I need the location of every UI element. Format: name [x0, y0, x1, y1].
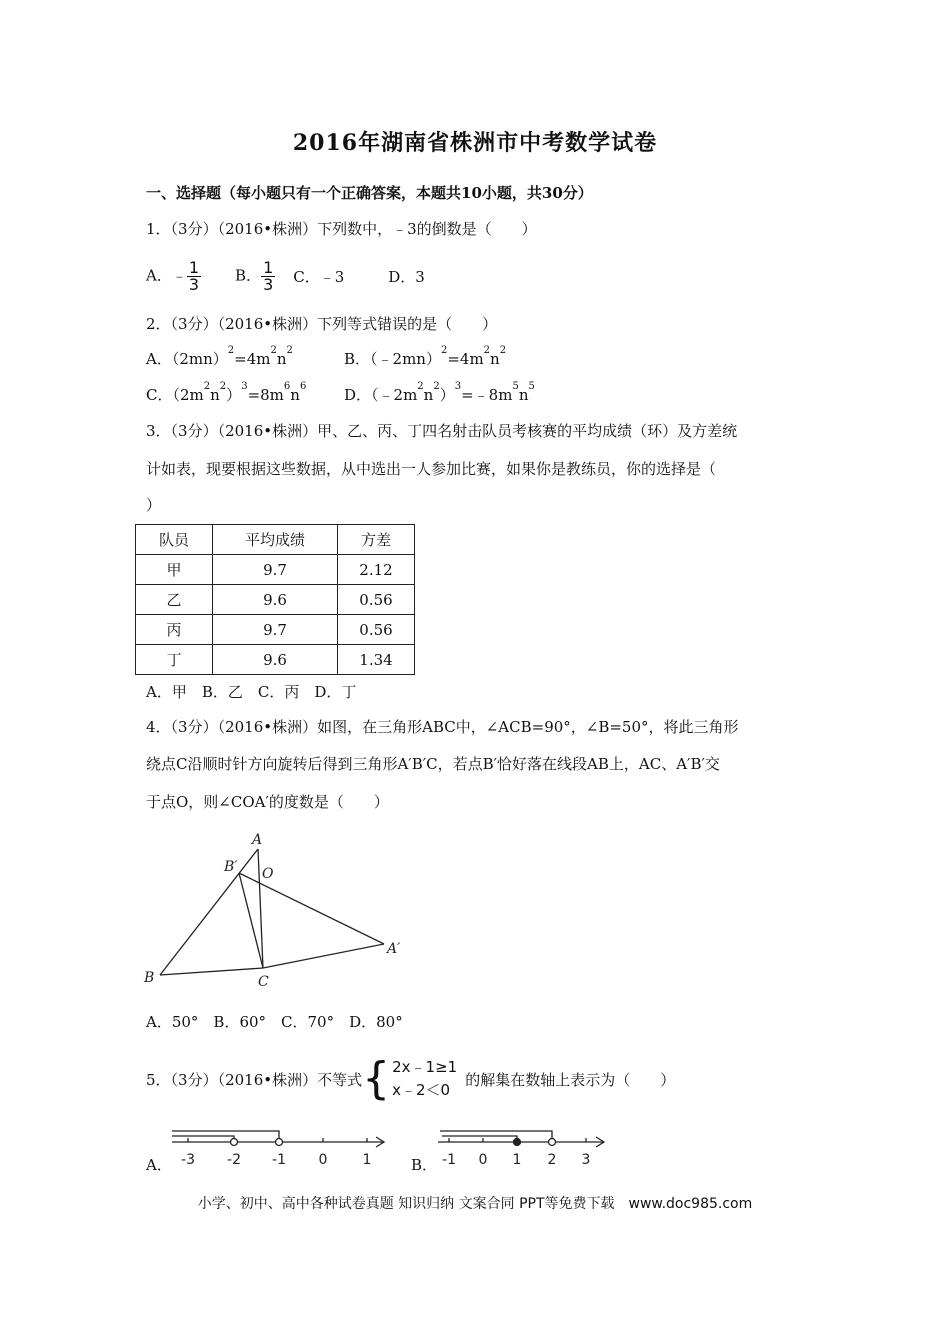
open-point [276, 1139, 283, 1146]
table-cell: 9.7 [213, 555, 338, 585]
q2-a-t2: =4m [234, 350, 271, 368]
table-cell: 2.12 [338, 555, 415, 585]
q1-option-d: D．3 [388, 267, 425, 286]
table-row [136, 555, 415, 585]
tick-label: -3 [181, 1152, 195, 1168]
q2-option-a [146, 345, 293, 369]
q4-line-3: 于点O，则∠COA′的度数是（ ） [146, 793, 389, 811]
q2-d-s4: 5 [512, 381, 519, 392]
q5-stem-suffix: 的解集在数轴上表示为（ ） [465, 1070, 676, 1089]
line-b-c [160, 968, 263, 975]
q1-option-a [146, 257, 201, 294]
table-header-cell: 队员 [136, 525, 213, 555]
q2-d-t2: n [423, 386, 434, 404]
solution-bracket-lower [172, 1136, 234, 1142]
q1-b-den: 3 [263, 274, 274, 294]
q2-d-s2: 2 [433, 381, 440, 392]
table-header-cell: 平均成绩 [213, 525, 338, 555]
q2-b-t3: n [490, 350, 500, 368]
q2-option-b [344, 345, 507, 369]
q2-option-c [146, 381, 307, 405]
q2-d-s5: 5 [528, 381, 535, 392]
table-cell: 9.6 [213, 645, 338, 675]
q2-d-t4: =﹣8m [461, 386, 513, 404]
q2-c-t1: C．（2m [146, 386, 204, 404]
table-cell: 丙 [136, 615, 213, 645]
q1-stem: 1．（3分）（2016•株洲）下列数中，﹣3的倒数是（ ） [146, 220, 537, 238]
table-header-row [136, 525, 415, 555]
stats-table [135, 524, 415, 675]
open-point [549, 1139, 556, 1146]
line-c-aprime [263, 944, 384, 968]
q2-b-t2: =4m [447, 350, 484, 368]
q5-option-a-label: A． [146, 1156, 172, 1174]
q2-stem: 2．（3分）（2016•株洲）下列等式错误的是（ ） [146, 315, 498, 333]
q2-d-s3: 3 [454, 381, 462, 392]
table-header-cell: 方差 [338, 525, 415, 555]
q2-c-s4: 6 [283, 381, 291, 392]
number-line-a [168, 1120, 392, 1172]
q1-options [146, 254, 425, 298]
q2-b-s3: 2 [499, 345, 507, 356]
q2-a-t3: n [276, 350, 287, 368]
q3-line-2: 计如表，现要根据这些数据，从中选出一人参加比赛，如果你是教练员，你的选择是（ [146, 460, 717, 478]
table-cell: 0.56 [338, 585, 415, 615]
q1-a-prefix: A．﹣ [146, 266, 187, 284]
q1-option-c: C．﹣3 [293, 267, 345, 286]
q4-line-1: 4．（3分）（2016•株洲）如图，在三角形ABC中，∠ACB=90°，∠B=50°，将此三角形 [146, 718, 739, 736]
page-footer: 小学、初中、高中各种试卷真题 知识归纳 文案合同 PPT等免费下载 www.doc985.com [197, 1196, 753, 1212]
number-line-b [434, 1120, 610, 1172]
q1-b-prefix: B． [235, 266, 262, 284]
table-cell: 乙 [136, 585, 213, 615]
q2-option-d [344, 381, 535, 405]
tick-label: -1 [442, 1152, 456, 1168]
q2-d-t1: D．（﹣2m [344, 386, 418, 404]
label-a: A [252, 832, 263, 848]
q2-c-t2: n [210, 386, 220, 404]
q3-options: A．甲 B．乙 C．丙 D．丁 [146, 683, 357, 701]
table-cell: 甲 [136, 555, 213, 585]
solution-bracket-lower [442, 1136, 517, 1142]
q1-a-fraction [187, 257, 201, 294]
q3-line-1: 3．（3分）（2016•株洲）甲、乙、丙、丁四名射击队员考核赛的平均成绩（环）及方差统 [146, 422, 738, 440]
q2-c-t3: ） [226, 386, 242, 404]
q2-b-s2: 2 [483, 345, 491, 356]
inequality-system [392, 1056, 457, 1102]
tick-label: 0 [318, 1152, 328, 1168]
q2-a-t1: A．（2mn） [146, 350, 228, 368]
q2-a-s1: 2 [227, 345, 235, 356]
q4-options: A．50° B．60° C．70° D．80° [146, 1013, 403, 1031]
q2-d-t5: n [518, 386, 529, 404]
line-b-a [160, 849, 258, 975]
label-b: B [144, 970, 155, 986]
table-row [136, 645, 415, 675]
table-row [136, 585, 415, 615]
triangle-figure [140, 825, 420, 995]
tick-label: 3 [581, 1152, 591, 1168]
table-row [136, 615, 415, 645]
tick-label: 1 [512, 1152, 522, 1168]
q5-stem-prefix: 5．（3分）（2016•株洲）不等式 [146, 1070, 363, 1089]
label-b-prime: B′ [224, 859, 238, 875]
table-cell: 9.7 [213, 615, 338, 645]
q1-option-b [235, 257, 275, 294]
q1-b-num: 1 [263, 257, 274, 277]
tick-label: -1 [272, 1152, 286, 1168]
tick-label: 2 [547, 1152, 557, 1168]
q2-c-s5: 6 [299, 381, 307, 392]
section-heading: 一、选择题（每小题只有一个正确答案，本题共10小题，共30分） [146, 184, 593, 202]
inequality-2: x﹣2＜0 [392, 1081, 451, 1099]
q5-stem [146, 1048, 675, 1110]
q4-line-2: 绕点C沿顺时针方向旋转后得到三角形A′B′C，若点B′恰好落在线段AB上，AC、A′B′交 [146, 755, 720, 773]
label-o: O [262, 866, 274, 882]
q2-a-s2: 2 [270, 345, 277, 356]
q2-a-s3: 2 [286, 345, 293, 356]
q2-c-s1: 2 [203, 381, 211, 392]
table-cell: 0.56 [338, 615, 415, 645]
system-brace-icon: { [362, 1053, 391, 1104]
tick-label: -2 [227, 1152, 241, 1168]
q1-a-den: 3 [188, 274, 200, 294]
q1-a-num: 1 [188, 257, 200, 277]
q2-c-t4: =8m [247, 386, 284, 404]
q2-d-s1: 2 [417, 381, 424, 392]
q2-c-t5: n [290, 386, 300, 404]
open-point [231, 1139, 238, 1146]
inequality-1: 2x﹣1≥1 [392, 1058, 458, 1076]
tick-label: 0 [478, 1152, 488, 1168]
q5-option-b-label: B． [411, 1156, 438, 1174]
table-cell: 丁 [136, 645, 213, 675]
page-title: 2016年湖南省株洲市中考数学试卷 [292, 130, 658, 156]
q2-d-t3: ） [439, 386, 455, 404]
closed-point [514, 1139, 521, 1146]
tick-label: 1 [362, 1152, 372, 1168]
q3-line-3: ） [146, 496, 162, 514]
table-cell: 9.6 [213, 585, 338, 615]
q2-c-s3: 3 [241, 381, 248, 392]
q2-c-s2: 2 [219, 381, 227, 392]
label-a-prime: A′ [387, 941, 401, 957]
q1-b-fraction [261, 257, 275, 294]
q2-b-s1: 2 [440, 345, 448, 356]
label-c: C [258, 974, 269, 990]
q2-b-t1: B．（﹣2mn） [344, 350, 441, 368]
table-cell: 1.34 [338, 645, 415, 675]
